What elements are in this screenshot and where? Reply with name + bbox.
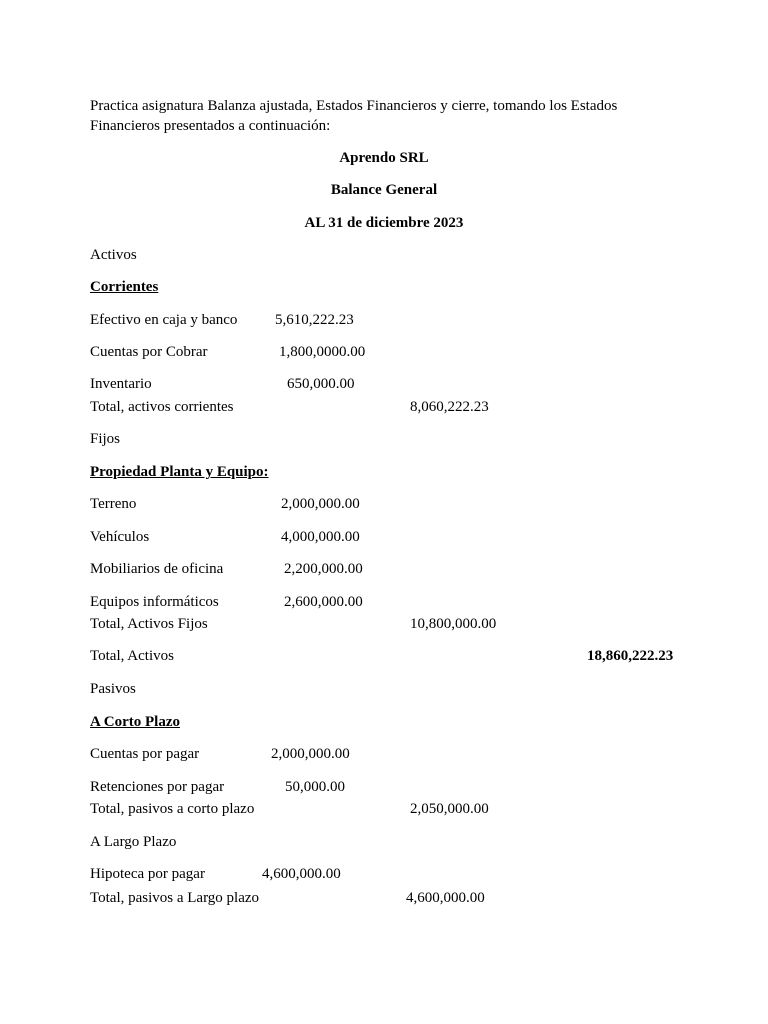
total-fixed-assets-label: Total, Activos Fijos (90, 616, 208, 632)
asset-label-it-equipment: Equipos informáticos (90, 594, 219, 610)
total-long-term-amount: 4,600,000.00 (406, 890, 485, 906)
asset-label-receivables: Cuentas por Cobrar (90, 344, 208, 360)
liability-amount-retentions: 50,000.00 (285, 779, 345, 795)
long-term-heading: A Largo Plazo (90, 834, 177, 850)
total-long-term-label: Total, pasivos a Largo plazo (90, 890, 260, 906)
total-assets-amount: 18,860,222.23 (587, 648, 674, 664)
liability-label-mortgage: Hipoteca por pagar (90, 866, 205, 882)
total-short-term-label: Total, pasivos a corto plazo (90, 801, 255, 817)
liabilities-heading: Pasivos (90, 681, 136, 697)
asset-label-cash: Efectivo en caja y banco (90, 312, 238, 328)
liability-amount-mortgage: 4,600,000.00 (262, 866, 341, 882)
liability-label-retentions: Retenciones por pagar (90, 779, 225, 795)
asset-amount-vehicles: 4,000,000.00 (281, 529, 360, 545)
fixed-assets-heading: Fijos (90, 431, 121, 447)
short-term-heading: A Corto Plazo (90, 714, 180, 730)
intro-line-1: Practica asignatura Balanza ajustada, Estados Financieros y cierre, tomando los Estados (90, 98, 618, 114)
asset-amount-inventory: 650,000.00 (287, 376, 355, 392)
total-current-assets-amount: 8,060,222.23 (410, 399, 489, 415)
total-fixed-assets-amount: 10,800,000.00 (410, 616, 497, 632)
statement-date: AL 31 de diciembre 2023 (304, 215, 464, 231)
statement-title: Balance General (330, 182, 438, 198)
liability-label-payables: Cuentas por pagar (90, 746, 200, 762)
total-current-assets-label: Total, activos corrientes (90, 399, 234, 415)
asset-amount-receivables: 1,800,0000.00 (279, 344, 366, 360)
liability-amount-payables: 2,000,000.00 (271, 746, 350, 762)
ppe-heading: Propiedad Planta y Equipo: (90, 464, 269, 480)
intro-line-2: Financieros presentados a continuación: (90, 118, 331, 134)
asset-label-vehicles: Vehículos (90, 529, 150, 545)
asset-amount-it-equipment: 2,600,000.00 (284, 594, 363, 610)
asset-amount-land: 2,000,000.00 (281, 496, 360, 512)
asset-label-land: Terreno (90, 496, 137, 512)
total-short-term-amount: 2,050,000.00 (410, 801, 489, 817)
asset-label-furniture: Mobiliarios de oficina (90, 561, 224, 577)
assets-heading: Activos (90, 247, 137, 263)
asset-amount-cash: 5,610,222.23 (275, 312, 354, 328)
total-assets-label: Total, Activos (90, 648, 174, 664)
current-assets-heading: Corrientes (90, 279, 159, 295)
asset-label-inventory: Inventario (90, 376, 152, 392)
asset-amount-furniture: 2,200,000.00 (284, 561, 363, 577)
company-name: Aprendo SRL (339, 150, 429, 166)
